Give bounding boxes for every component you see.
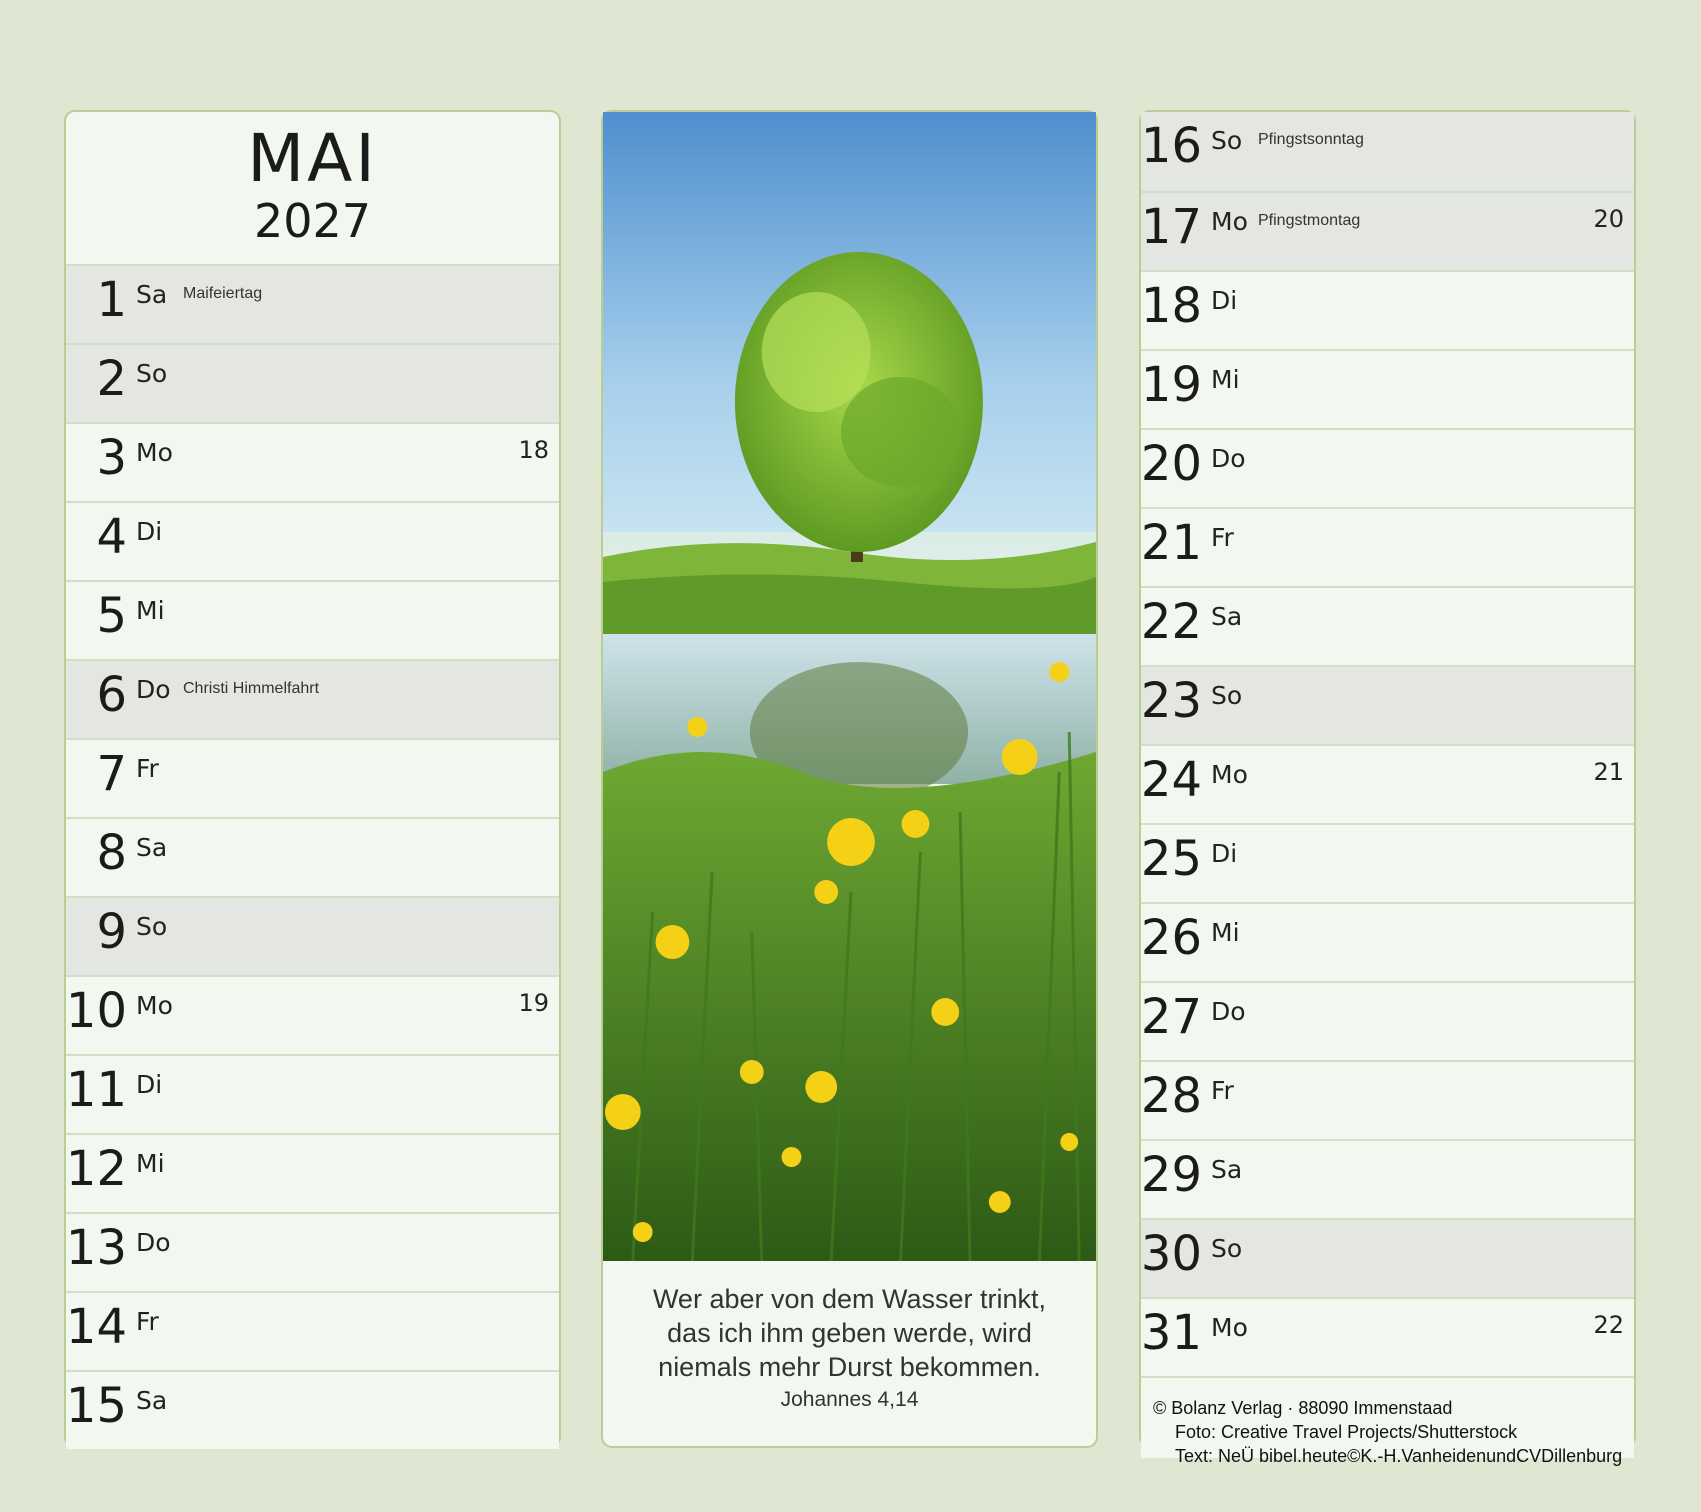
- weekday-label: Di: [1211, 286, 1238, 315]
- weekday-label: So: [1211, 1234, 1243, 1263]
- day-row: [66, 1370, 559, 1449]
- day-row: [1141, 349, 1634, 428]
- day-row: [66, 738, 559, 817]
- day-number: 27: [1140, 989, 1202, 1045]
- holiday-label: Pfingstmontag: [1258, 212, 1361, 229]
- day-row: [66, 264, 559, 343]
- quote-reference: Johannes 4,14: [780, 1388, 919, 1411]
- day-row: [66, 580, 559, 659]
- day-number: 2: [96, 351, 127, 407]
- year-title: 2027: [253, 194, 372, 248]
- day-row: [1141, 428, 1634, 507]
- day-row: [66, 1133, 559, 1212]
- day-row: [1141, 1297, 1634, 1376]
- weekday-label: Do: [1211, 444, 1246, 473]
- day-number: 17: [1140, 199, 1202, 255]
- day-number: 31: [1140, 1305, 1202, 1361]
- day-number: 24: [1140, 752, 1202, 808]
- day-row: [66, 343, 559, 422]
- weekday-label: Mi: [1211, 918, 1240, 947]
- photo-panel: [601, 110, 1098, 1448]
- day-number: 15: [65, 1378, 127, 1434]
- day-number: 13: [65, 1220, 127, 1276]
- day-row: [1141, 1218, 1634, 1297]
- weekday-label: Mi: [136, 596, 165, 625]
- weekday-label: So: [1211, 126, 1243, 155]
- weekday-label: So: [136, 912, 168, 941]
- credits-row: [1141, 1376, 1634, 1466]
- holiday-label: Maifeiertag: [183, 285, 263, 302]
- week-number: 20: [1593, 205, 1624, 233]
- weekday-label: Di: [136, 517, 163, 546]
- day-number: 29: [1140, 1147, 1202, 1203]
- weekday-label: Mo: [136, 991, 173, 1020]
- day-row: [66, 659, 559, 738]
- week-number: 22: [1593, 1311, 1624, 1339]
- day-row: [66, 422, 559, 501]
- day-number: 7: [96, 746, 127, 802]
- week-number: 19: [518, 989, 549, 1017]
- weekday-label: Di: [1211, 839, 1238, 868]
- weekday-label: Mo: [1211, 207, 1248, 236]
- day-row: [1141, 981, 1634, 1060]
- day-row: [66, 896, 559, 975]
- day-number: 10: [65, 983, 127, 1039]
- day-row: [1141, 665, 1634, 744]
- weekday-label: Mi: [136, 1149, 165, 1178]
- day-number: 30: [1140, 1226, 1202, 1282]
- holiday-label: Christi Himmelfahrt: [183, 680, 320, 697]
- calendar-right-column: [1139, 110, 1636, 1466]
- day-row: [66, 501, 559, 580]
- day-row: [66, 1212, 559, 1291]
- day-row: [1141, 744, 1634, 823]
- day-row: [1141, 1139, 1634, 1218]
- day-row: [66, 1054, 559, 1133]
- day-row: [66, 817, 559, 896]
- day-number: 23: [1140, 673, 1202, 729]
- weekday-label: So: [136, 359, 168, 388]
- day-number: 25: [1140, 831, 1202, 887]
- day-number: 4: [96, 509, 127, 565]
- weekday-label: Sa: [136, 280, 168, 309]
- day-row: [1141, 112, 1634, 191]
- weekday-label: Sa: [1211, 1155, 1243, 1184]
- landscape-photo: [603, 112, 1096, 1261]
- day-number: 18: [1140, 278, 1202, 334]
- day-row: [1141, 586, 1634, 665]
- day-row: [1141, 1060, 1634, 1139]
- day-number: 5: [96, 588, 127, 644]
- weekday-label: Do: [136, 675, 171, 704]
- day-row: [66, 1291, 559, 1370]
- day-row: [1141, 823, 1634, 902]
- day-row: [1141, 902, 1634, 981]
- day-list-first-half: [66, 264, 559, 1449]
- weekday-label: Fr: [1211, 1076, 1234, 1105]
- bible-quote: [603, 1282, 1096, 1412]
- day-number: 22: [1140, 594, 1202, 650]
- credits-publisher: © Bolanz Verlag · 88090 Immenstaad: [1153, 1398, 1453, 1418]
- day-row: [1141, 270, 1634, 349]
- weekday-label: Di: [136, 1070, 163, 1099]
- week-number: 21: [1593, 758, 1624, 786]
- day-number: 14: [65, 1299, 127, 1355]
- calendar-header: [66, 112, 559, 264]
- weekday-label: Fr: [1211, 523, 1234, 552]
- weekday-label: Fr: [136, 754, 159, 783]
- weekday-label: Mo: [136, 438, 173, 467]
- weekday-label: Do: [1211, 997, 1246, 1026]
- day-number: 16: [1140, 118, 1202, 174]
- weekday-label: Mo: [1211, 1313, 1248, 1342]
- quote-line-3: niemals mehr Durst bekommen.: [658, 1352, 1041, 1382]
- quote-line-2: das ich ihm geben werde, wird: [667, 1318, 1032, 1348]
- weekday-label: Sa: [136, 1386, 168, 1415]
- weekday-label: Sa: [1211, 602, 1243, 631]
- day-number: 21: [1140, 515, 1202, 571]
- day-number: 11: [65, 1062, 127, 1118]
- credits-text: Text: NeÜ bibel.heute©K.-H.VanheidenundCVDillenburg: [1175, 1446, 1623, 1466]
- day-number: 9: [96, 904, 127, 960]
- day-number: 12: [65, 1141, 127, 1197]
- day-number: 26: [1140, 910, 1202, 966]
- day-number: 28: [1140, 1068, 1202, 1124]
- weekday-label: So: [1211, 681, 1243, 710]
- credits-photo: Foto: Creative Travel Projects/Shutterstock: [1175, 1422, 1518, 1442]
- weekday-label: Fr: [136, 1307, 159, 1336]
- weekday-label: Mi: [1211, 365, 1240, 394]
- day-row: [1141, 191, 1634, 270]
- quote-line-1: Wer aber von dem Wasser trinkt,: [652, 1284, 1047, 1314]
- holiday-label: Pfingstsonntag: [1258, 131, 1364, 148]
- day-number: 20: [1140, 436, 1202, 492]
- weekday-label: Mo: [1211, 760, 1248, 789]
- calendar-left-column: [64, 110, 561, 1448]
- weekday-label: Sa: [136, 833, 168, 862]
- day-number: 6: [96, 667, 127, 723]
- day-number: 19: [1140, 357, 1202, 413]
- day-number: 1: [96, 272, 127, 328]
- day-row: [1141, 507, 1634, 586]
- day-number: 8: [96, 825, 127, 881]
- weekday-label: Do: [136, 1228, 171, 1257]
- day-row: [66, 975, 559, 1054]
- month-title: MAI: [247, 120, 378, 197]
- day-number: 3: [96, 430, 127, 486]
- day-list-second-half: [1141, 112, 1634, 1376]
- credits: [1153, 1396, 1622, 1468]
- week-number: 18: [518, 436, 549, 464]
